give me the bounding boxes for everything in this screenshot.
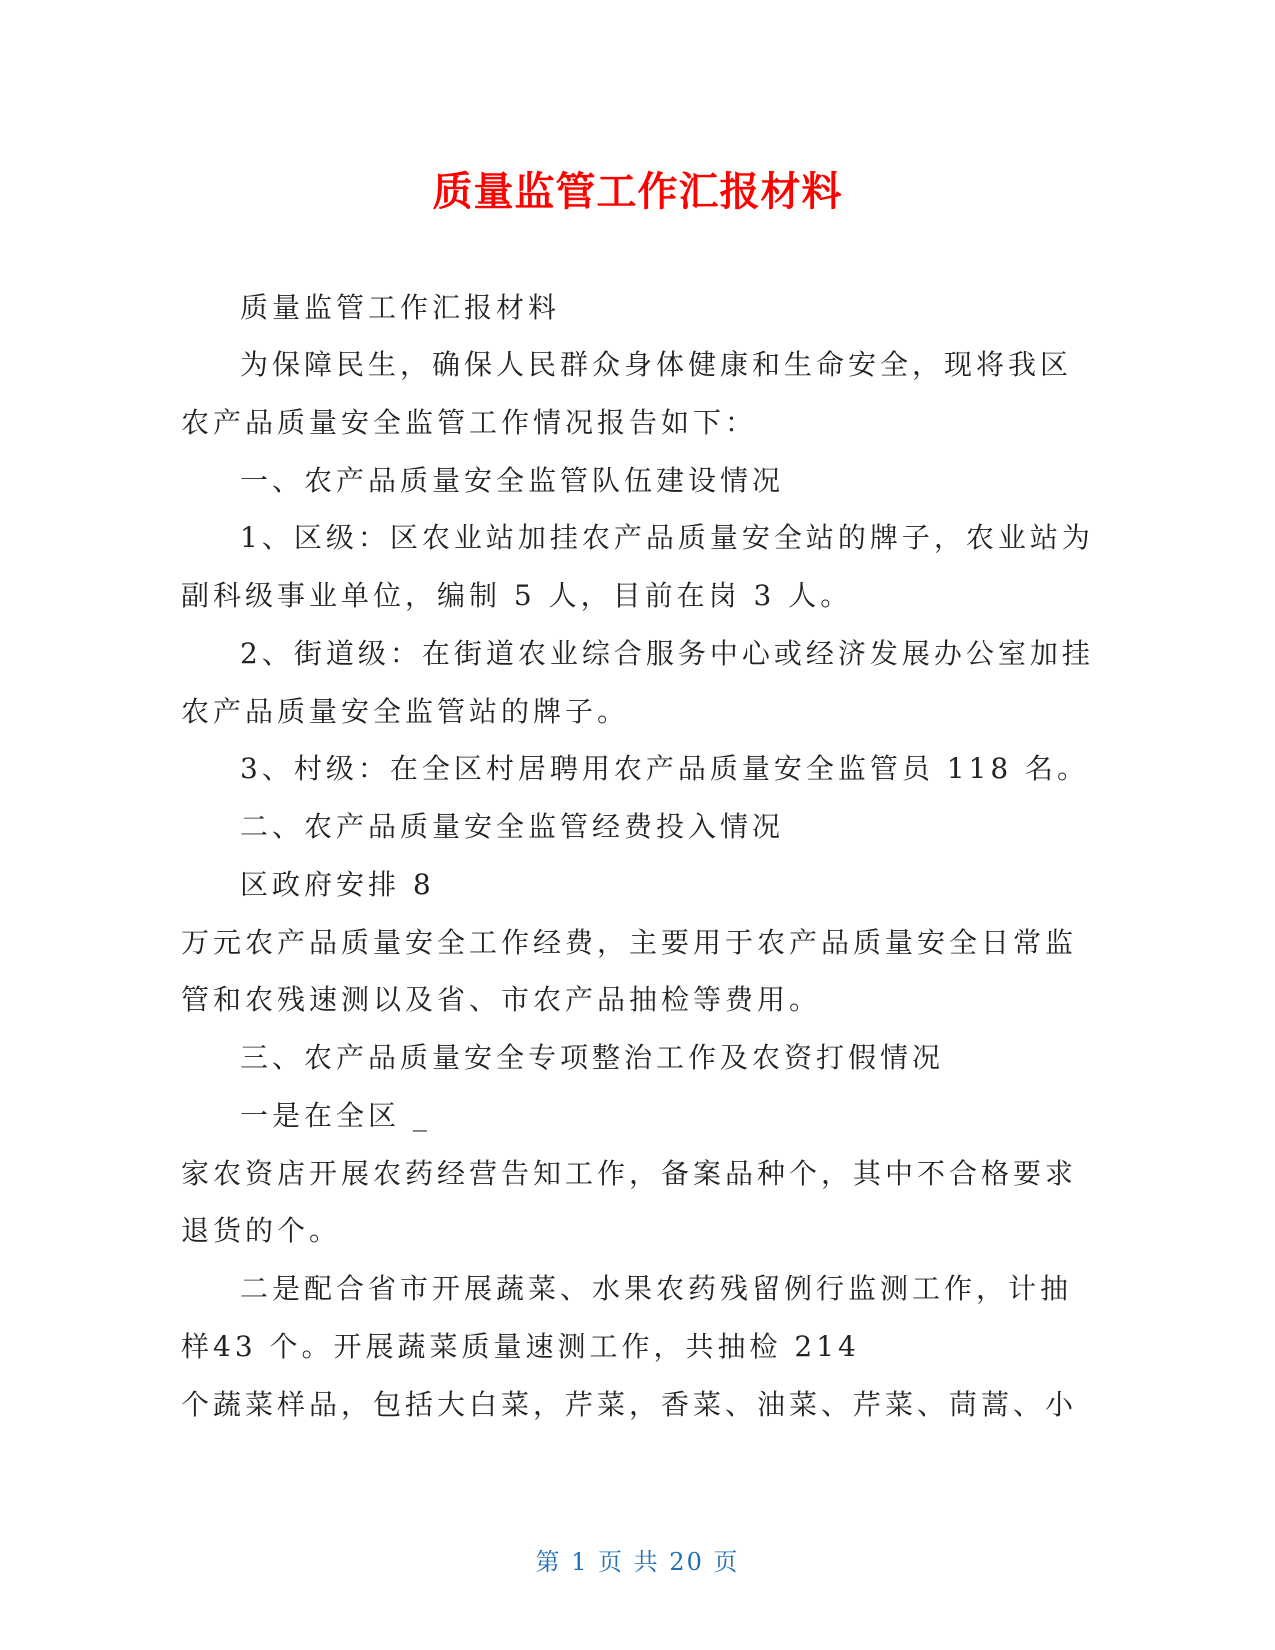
text-line: 二是配合省市开展蔬菜、水果农药残留例行监测工作，计抽: [240, 1272, 1073, 1305]
text-line: 家农资店开展农药经营告知工作，备案品种个，其中不合格要求: [181, 1157, 1078, 1190]
text-line: 2、街道级：在街道农业综合服务中心或经济发展办公室加挂: [240, 637, 1094, 670]
text-line: 副科级事业单位，编制 5 人，目前在岗 3 人。: [181, 579, 853, 612]
text-line: 质量监管工作汇报材料: [240, 291, 561, 324]
text-line: 一是在全区 _: [240, 1099, 431, 1132]
text-line: 个蔬菜样品，包括大白菜，芹菜，香菜、油菜、芹菜、茼蒿、小: [181, 1388, 1078, 1421]
text-line: 二、农产品质量安全监管经费投入情况: [240, 810, 785, 843]
text-line: 一、农产品质量安全监管队伍建设情况: [240, 464, 785, 497]
text-line: 三、农产品质量安全专项整治工作及农资打假情况: [240, 1041, 945, 1074]
text-line: 3、村级：在全区村居聘用农产品质量安全监管员 118 名。: [240, 752, 1090, 785]
page-number-footer: 第 1 页 共 20 页: [535, 1548, 740, 1576]
text-line: 1、区级：区农业站加挂农产品质量安全站的牌子，农业站为: [240, 521, 1094, 554]
text-line: 区政府安排 8: [240, 868, 435, 901]
text-line: 管和农残速测以及省、市农产品抽检等费用。: [181, 983, 822, 1016]
text-line: 万元农产品质量安全工作经费，主要用于农产品质量安全日常监: [181, 926, 1078, 959]
text-line: 农产品质量安全监管站的牌子。: [181, 695, 630, 728]
text-line: 样43 个。开展蔬菜质量速测工作，共抽检 214: [181, 1330, 860, 1363]
document-title: 质量监管工作汇报材料: [432, 169, 843, 215]
text-line: 为保障民生，确保人民群众身体健康和生命安全，现将我区: [240, 348, 1073, 381]
text-line: 退货的个。: [181, 1214, 342, 1247]
text-line: 农产品质量安全监管工作情况报告如下：: [181, 406, 758, 439]
